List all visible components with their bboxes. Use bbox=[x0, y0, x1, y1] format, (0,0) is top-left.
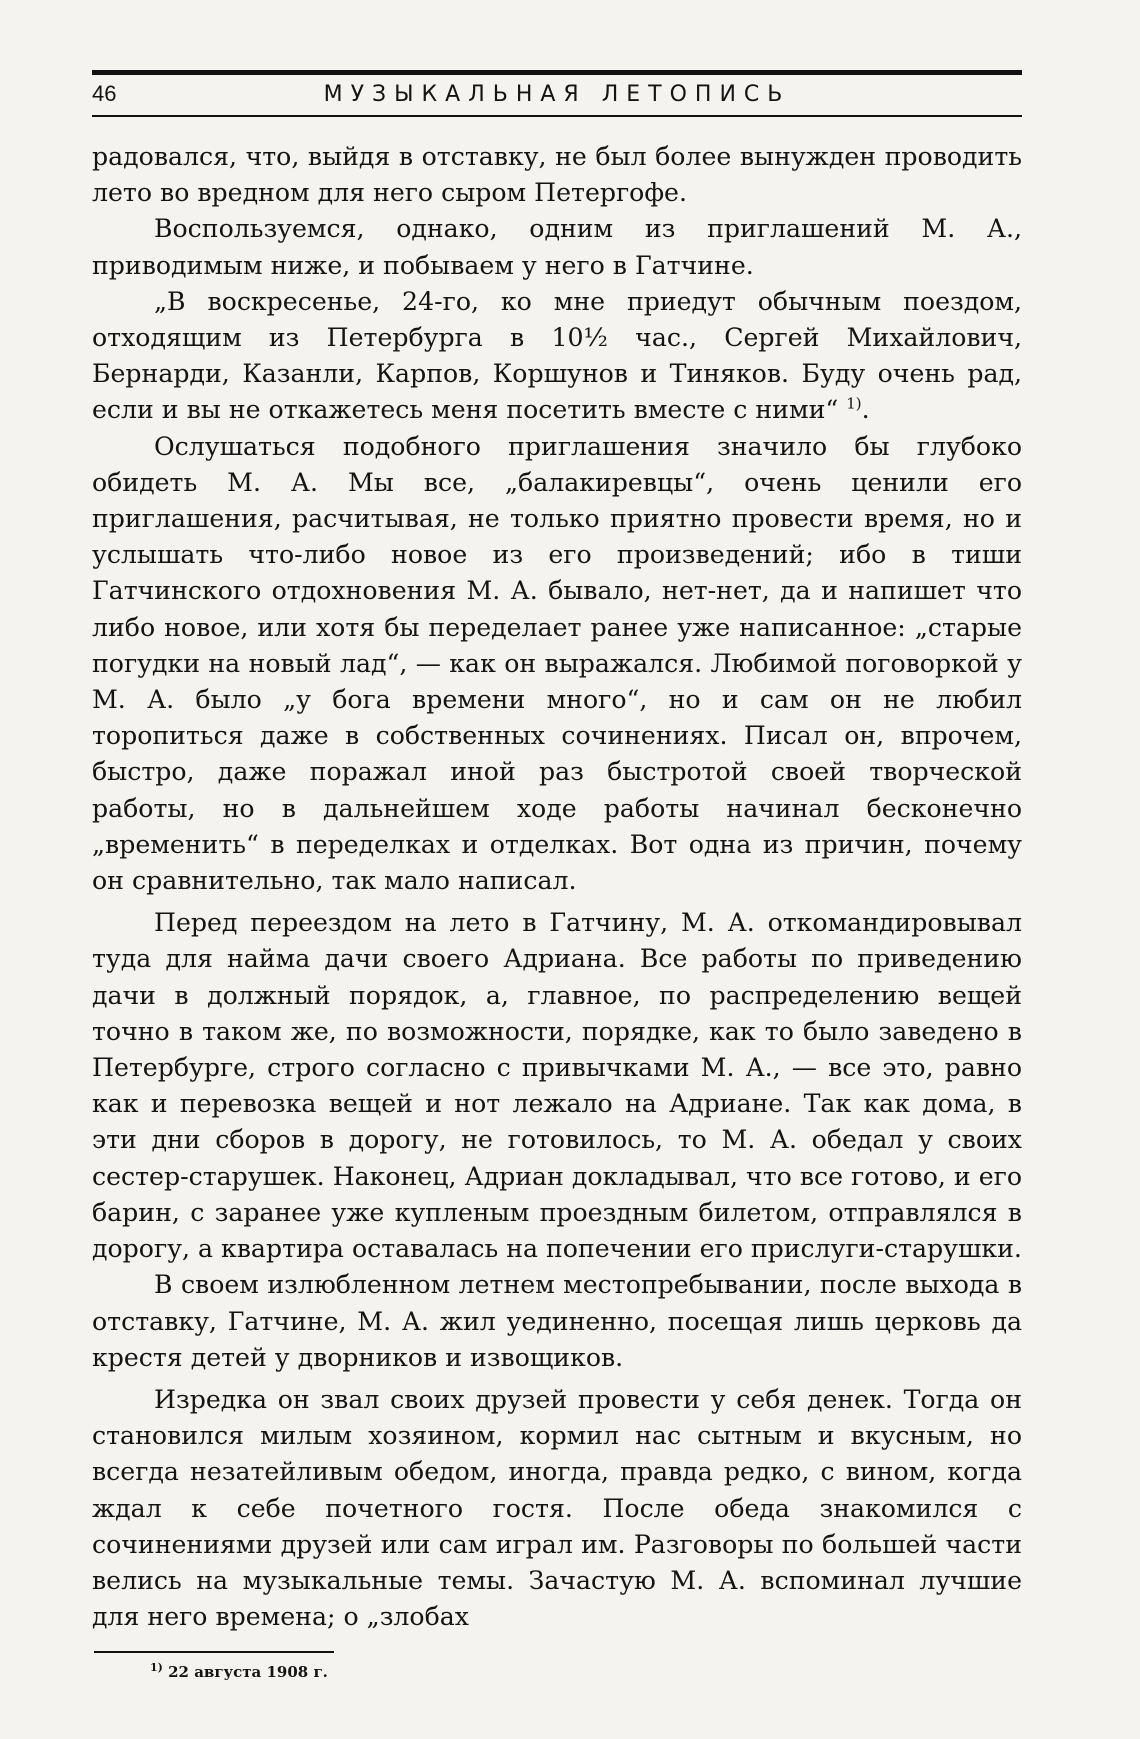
body-text bbox=[92, 139, 1022, 1635]
header-rule-bottom bbox=[92, 115, 1022, 117]
running-title: МУЗЫКАЛЬНАЯ ЛЕТОПИСЬ bbox=[323, 82, 791, 107]
quote-text: „В воскресенье, 24-го, ко мне приедут обычным поездом, отходящим из Петербурга в 10½ час., Сергей Михайлович, Бернарди, Казанли, Карпов, Коршунов и Тиняков. Буду очень рад, если и вы не откажетесь меня посетить вместе с ними“ bbox=[92, 286, 1022, 425]
footnote-reference: 1) bbox=[846, 395, 862, 414]
paragraph-quote: „В воскресенье, 24-го, ко мне приедут обычным поездом, отходящим из Петербурга в 10½ час., Сергей Михайлович, Бернарди, Казанли, Карпов, Коршунов и Тиняков. Буду очень рад, если и вы не откажетесь меня посетить вместе с ними“ $^{1)}$. bbox=[92, 286, 1022, 425]
paragraph: В своем излюбленном летнем местопребывании, после выхода в отставку, Гатчине, М. А. жил уединенно, посещая лишь церковь да крестя детей у дворников и извощиков. bbox=[92, 1270, 1022, 1372]
page bbox=[92, 70, 1022, 1681]
paragraph: радовался, что, выйдя в отставку, не был более вынужден проводить лето во вредном для него сыром Петергофе. bbox=[92, 142, 1022, 208]
page-number: 46 bbox=[92, 81, 117, 106]
footnote-rule bbox=[94, 1651, 334, 1653]
paragraph: Изредка он звал своих друзей провести у себя денек. Тогда он становился милым хозяином, кормил нас сытным и вкусным, но всегда незатейливым обедом, иногда, правда редко, с вином, когда ждал к себе почетного гостя. После обеда знакомился с сочинениями друзей или сам играл им. Разговоры по большей части велись на музыкальные темы. Зачастую М. А. вспоминал лучшие для него времена; о „злобах bbox=[92, 1384, 1022, 1632]
paragraph: Ослушаться подобного приглашения значило бы глубоко обидеть М. А. Мы все, „балакиревцы“, очень ценили его приглашения, расчитывая, не только приятно провести время, но и услышать что-либо новое из его произведений; ибо в тиши Гатчинского отдохновения М. А. бывало, нет-нет, да и напишет что либо новое, или хотя бы переделает ранее уже написанное: „старые погудки на новый лад“, — как он выражался. Любимой поговоркой у М. А. было „у бога времени много“, но и сам он не любил торопиться даже в собственных сочинениях. Писал он, впрочем, быстро, даже поражал иной раз быстротой своей творческой работы, но в дальнейшем ходе работы начинал бесконечно „временить“ в переделках и отделках. Вот одна из причин, почему он сравнительно, так мало написал. bbox=[92, 431, 1022, 896]
running-header bbox=[92, 81, 1022, 115]
footnote bbox=[150, 1661, 1022, 1681]
paragraph: Перед переездом на лето в Гатчину, М. А. откомандировывал туда для найма дачи своего Адриана. Все работы по приведению дачи в должный порядок, а, главное, по распределению вещей точно в таком же, по возможности, порядке, как то было заведено в Петербурге, строго согласно с привычками М. А., — все это, равно как и перевозка вещей и нот лежало на Адриане. Так как дома, в эти дни сборов в дорогу, не готовилось, то М. А. обедал у своих сестер-старушек. Наконец, Адриан докладывал, что все готово, и его барин, с заранее уже купленым проездным билетом, отправлялся в дорогу, а квартира оставалась на попечении его прислуги-старушки. bbox=[92, 908, 1022, 1264]
footnote-marker: 1) bbox=[150, 1660, 163, 1674]
header-rule-top bbox=[92, 70, 1022, 75]
paragraph: Воспользуемся, однако, одним из приглашений М. А., приводимым ниже, и побываем у него в Гатчине. bbox=[92, 214, 1022, 280]
footnote-text: 22 августа 1908 г. bbox=[168, 1662, 328, 1681]
